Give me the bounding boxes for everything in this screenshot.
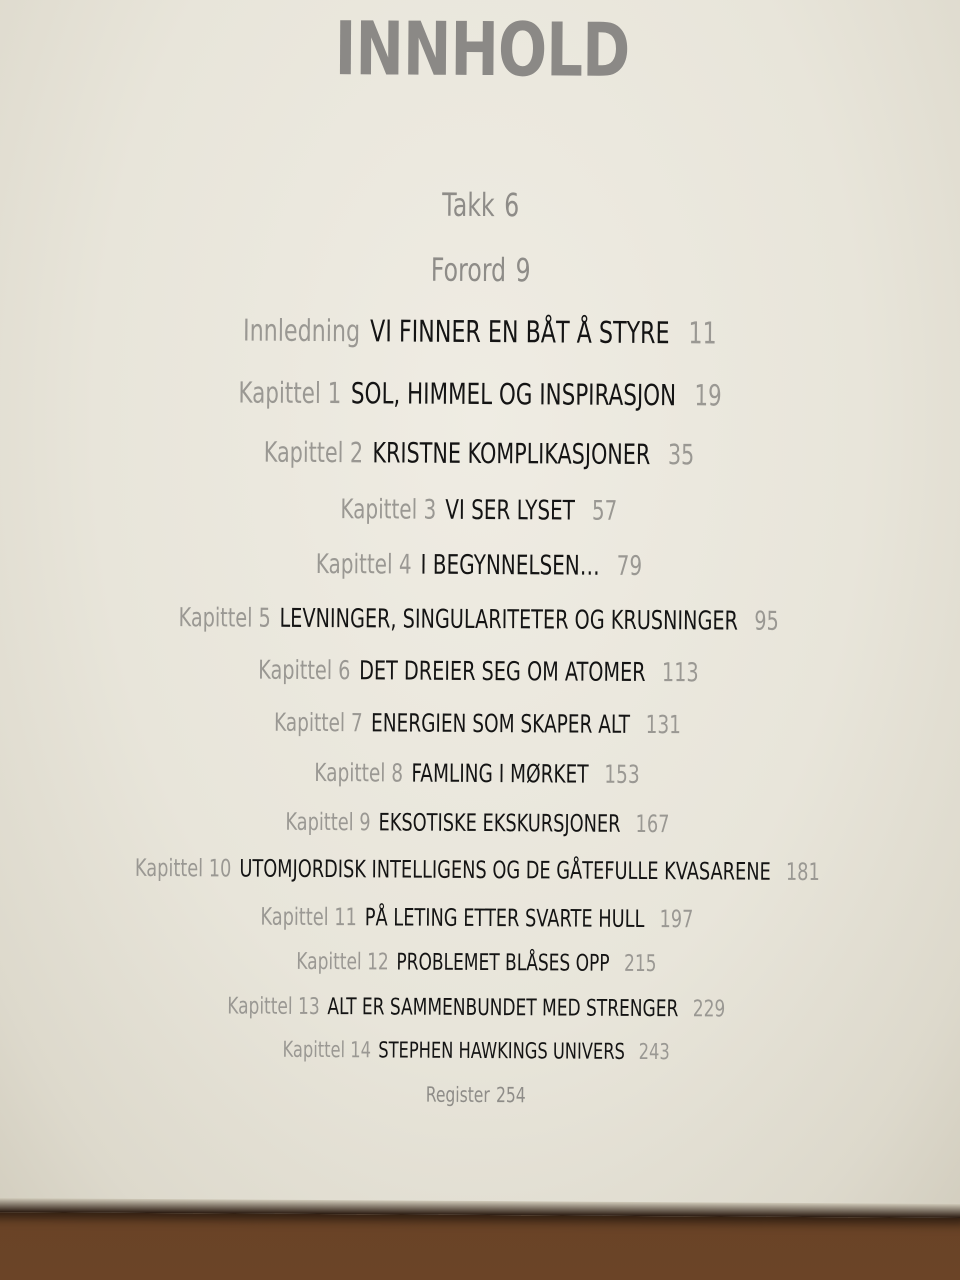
toc-entry xyxy=(315,549,642,583)
toc-entry-label: Kapittel 2 xyxy=(263,435,364,469)
toc-entry xyxy=(296,950,656,975)
toc-entry-title: VI FINNER EN BÅT Å STYRE xyxy=(370,314,670,352)
toc-entry-title: DET DREIER SEG OM ATOMER xyxy=(358,656,646,689)
toc-entry-title: ALT ER SAMMENBUNDET MED STRENGER xyxy=(326,993,678,1022)
toc-entry-title: UTOMJORDISK INTELLIGENS OG DE GÅTEFULLE KVASARENE xyxy=(238,854,771,886)
toc-entry xyxy=(178,603,779,638)
toc-entry-page-number: 57 xyxy=(591,496,618,528)
toc-entry-label: Kapittel 7 xyxy=(273,707,363,738)
toc-entry-title: KRISTNE KOMPLIKASJONER xyxy=(372,435,651,471)
toc-entry-page-number: 6 xyxy=(504,186,520,225)
toc-entry xyxy=(237,375,722,413)
toc-entry xyxy=(314,757,640,789)
toc-entry-label: Kapittel 14 xyxy=(281,1038,371,1064)
toc-entry-title: FAMLING I MØRKET xyxy=(411,758,589,789)
toc-entry-page-number: 79 xyxy=(616,551,642,583)
toc-entry-page-number: 9 xyxy=(515,251,531,290)
toc-entry-page-number: 11 xyxy=(688,316,717,352)
toc-entry-label: Takk xyxy=(442,186,495,225)
toc-entry xyxy=(284,807,670,838)
toc-entry-page-number: 243 xyxy=(638,1040,670,1066)
toc-entry xyxy=(134,853,820,886)
toc-entry xyxy=(259,902,693,934)
toc-entry-label: Kapittel 11 xyxy=(259,902,357,932)
toc-entry-label: Kapittel 13 xyxy=(226,993,320,1020)
toc-entry-page-number: 167 xyxy=(635,809,670,838)
toc-entry-label: Kapittel 10 xyxy=(134,853,231,883)
toc-entry-label: Forord xyxy=(430,251,506,290)
toc-entry xyxy=(243,313,717,352)
toc-entry-title: LEVNINGER, SINGULARITETER OG KRUSNINGER xyxy=(278,603,738,637)
toc-entry-label: Kapittel 3 xyxy=(340,494,437,527)
toc-entry-label: Innledning xyxy=(243,313,361,350)
toc-entry-label: Kapittel 1 xyxy=(237,375,341,410)
toc-entry-title: EKSOTISKE EKSKURSJONER xyxy=(377,808,621,838)
toc-entry-title: STEPHEN HAWKINGS UNIVERS xyxy=(377,1038,625,1066)
toc-entry xyxy=(282,1040,669,1064)
page-title: INNHOLD xyxy=(334,6,630,94)
toc-entry xyxy=(257,655,699,689)
toc-entry-title: ENERGIEN SOM SKAPER ALT xyxy=(370,708,631,739)
toc-entry-label: Kapittel 5 xyxy=(178,603,271,634)
toc-entry-page-number: 19 xyxy=(693,378,722,413)
toc-entry-label: Kapittel 8 xyxy=(314,757,404,788)
toc-entry xyxy=(273,707,682,740)
toc-entry-label: Kapittel 9 xyxy=(284,807,371,837)
toc-entry-label: Kapittel 6 xyxy=(257,655,351,687)
toc-entry-title: PROBLEMET BLÅSES OPP xyxy=(395,949,610,977)
toc-entry-label: Kapittel 12 xyxy=(295,948,389,976)
toc-entry-page-number: 181 xyxy=(785,857,820,886)
page-edge xyxy=(0,1198,960,1218)
toc-entry-label: Kapittel 4 xyxy=(315,549,412,581)
toc-entry-page-number: 197 xyxy=(658,904,693,934)
toc-entry-page-number: 215 xyxy=(623,950,657,977)
toc-entry-title: I BEGYNNELSEN… xyxy=(420,550,600,583)
toc-entry xyxy=(340,494,618,528)
toc-entry-page-number: 35 xyxy=(667,437,695,471)
toc-entry-title: SOL, HIMMEL OG INSPIRASJON xyxy=(350,375,676,412)
toc-entry-title: PÅ LETING ETTER SVARTE HULL xyxy=(364,903,644,933)
toc-entry-page-number: 113 xyxy=(661,658,699,689)
toc-entry xyxy=(442,186,520,225)
toc-entry-title: VI SER LYSET xyxy=(445,495,575,527)
toc-entry-page-number: 229 xyxy=(692,995,725,1023)
toc-entry-label: Register xyxy=(425,1082,490,1108)
toc-entry xyxy=(227,995,725,1021)
toc-entry-page-number: 131 xyxy=(645,710,682,740)
toc-entry-page-number: 153 xyxy=(604,759,640,789)
toc-entry xyxy=(263,435,695,471)
toc-entry-page-number: 254 xyxy=(495,1083,526,1108)
toc-entry-page-number: 95 xyxy=(753,606,779,638)
toc-entry xyxy=(430,251,531,290)
toc-entry xyxy=(425,1082,526,1108)
